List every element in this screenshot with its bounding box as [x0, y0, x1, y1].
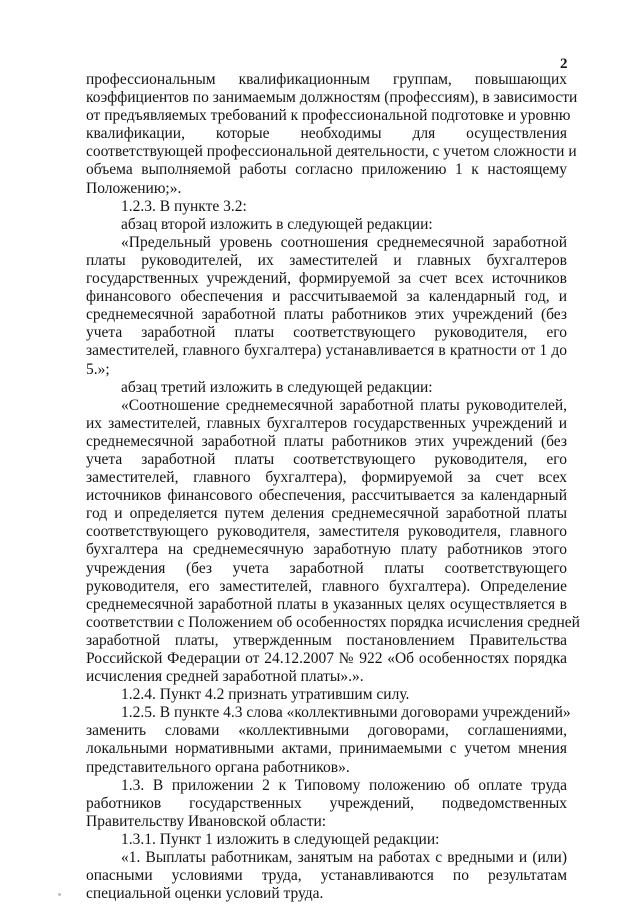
- text-line: квалификации, которые необходимы для осуществления: [86, 125, 567, 143]
- text-line: «Соотношение среднемесячной заработной платы руководителей,: [121, 396, 567, 414]
- text-line: среднемесячной заработной платы работников этих учреждений (без: [86, 306, 567, 324]
- text-line: объема выполняемой работы согласно приложению 1 к настоящему: [86, 161, 567, 179]
- text-line: Правительству Ивановской области:: [86, 812, 327, 830]
- text-line: опасными условиями труда, устанавливаются по результатам: [86, 867, 567, 885]
- text-line: исчисления средней заработной платы».».: [86, 668, 364, 686]
- text-line: заработной платы, утвержденным постановлением Правительства: [86, 631, 567, 649]
- text-line: руководителя, его заместителей, главного бухгалтера). Определение: [86, 577, 567, 595]
- text-line: государственных учреждений, формируемой за счет всех источников: [86, 270, 567, 288]
- text-line: соответствии с Положением об особенностях порядка исчисления средней: [86, 613, 580, 631]
- text-line: абзац третий изложить в следующей редакции:: [121, 378, 433, 396]
- text-line: 5.»;: [86, 360, 110, 378]
- text-line: заместителей, главного бухгалтера) устанавливается в кратности от 1 до: [86, 342, 567, 360]
- text-line: Положению;».: [86, 179, 182, 197]
- text-line: среднемесячной заработной платы в указанных целях осуществляется в: [86, 595, 567, 613]
- text-line: платы руководителей, их заместителей и главных бухгалтеров: [86, 251, 567, 269]
- text-line: финансового обеспечения и рассчитываемой за календарный год, и: [86, 288, 567, 306]
- text-line: «Предельный уровень соотношения среднемесячной заработной: [121, 233, 567, 251]
- text-line: заместителей, главного бухгалтера), формируемой за счет всех: [86, 469, 567, 487]
- text-line: бухгалтера на среднемесячную заработную плату работников этого: [86, 541, 567, 559]
- text-line: год и определяется путем деления среднемесячной заработной платы: [86, 505, 567, 523]
- text-line: 1.3. В приложении 2 к Типовому положению об оплате труда: [121, 776, 567, 794]
- text-line: коэффициентов по занимаемым должностям (профессиям), в зависимости: [86, 89, 578, 107]
- document-body: [86, 71, 580, 903]
- text-line: от предъявляемых требований к профессиональной подготовке и уровню: [86, 107, 571, 125]
- text-line: 1.2.4. Пункт 4.2 признать утратившим силу.: [121, 686, 410, 704]
- text-line: соответствующего руководителя, заместителя руководителя, главного: [86, 523, 567, 541]
- text-line: работников государственных учреждений, подведомственных: [86, 794, 567, 812]
- text-line: профессиональным квалификационным группам, повышающих: [86, 71, 567, 88]
- text-line: учета заработной платы соответствующего руководителя, его: [86, 324, 567, 342]
- text-line: соответствующей профессиональной деятельности, с учетом сложности и: [86, 143, 577, 161]
- text-line: источников финансового обеспечения, рассчитывается за календарный: [86, 487, 567, 505]
- text-line: локальными нормативными актами, принимаемыми с учетом мнения: [86, 740, 567, 758]
- text-line: абзац второй изложить в следующей редакции:: [121, 215, 433, 233]
- text-line: 1.3.1. Пункт 1 изложить в следующей редакции:: [121, 830, 440, 848]
- text-line: среднемесячной заработной платы работников этих учреждений (без: [86, 432, 567, 450]
- text-line: их заместителей, главных бухгалтеров государственных учреждений и: [86, 414, 567, 432]
- text-line: 1.2.5. В пункте 4.3 слова «коллективными договорами учреждений»: [121, 704, 571, 722]
- text-line: заменить словами «коллективными договорами, соглашениями,: [86, 722, 567, 740]
- scan-artifact: [58, 893, 61, 896]
- text-line: учета заработной платы соответствующего руководителя, его: [86, 450, 567, 468]
- text-line: учреждения (без учета заработной платы соответствующего: [86, 559, 567, 577]
- text-line: представительного органа работников».: [86, 758, 350, 776]
- text-line: специальной оценки условий труда.: [86, 885, 324, 903]
- page-number: 2: [560, 56, 568, 72]
- text-line: Российской Федерации от 24.12.2007 № 922 «Об особенностях порядка: [86, 650, 567, 667]
- text-line: 1.2.3. В пункте 3.2:: [121, 197, 247, 215]
- text-line: «1. Выплаты работникам, занятым на работах с вредными и (или): [121, 849, 567, 867]
